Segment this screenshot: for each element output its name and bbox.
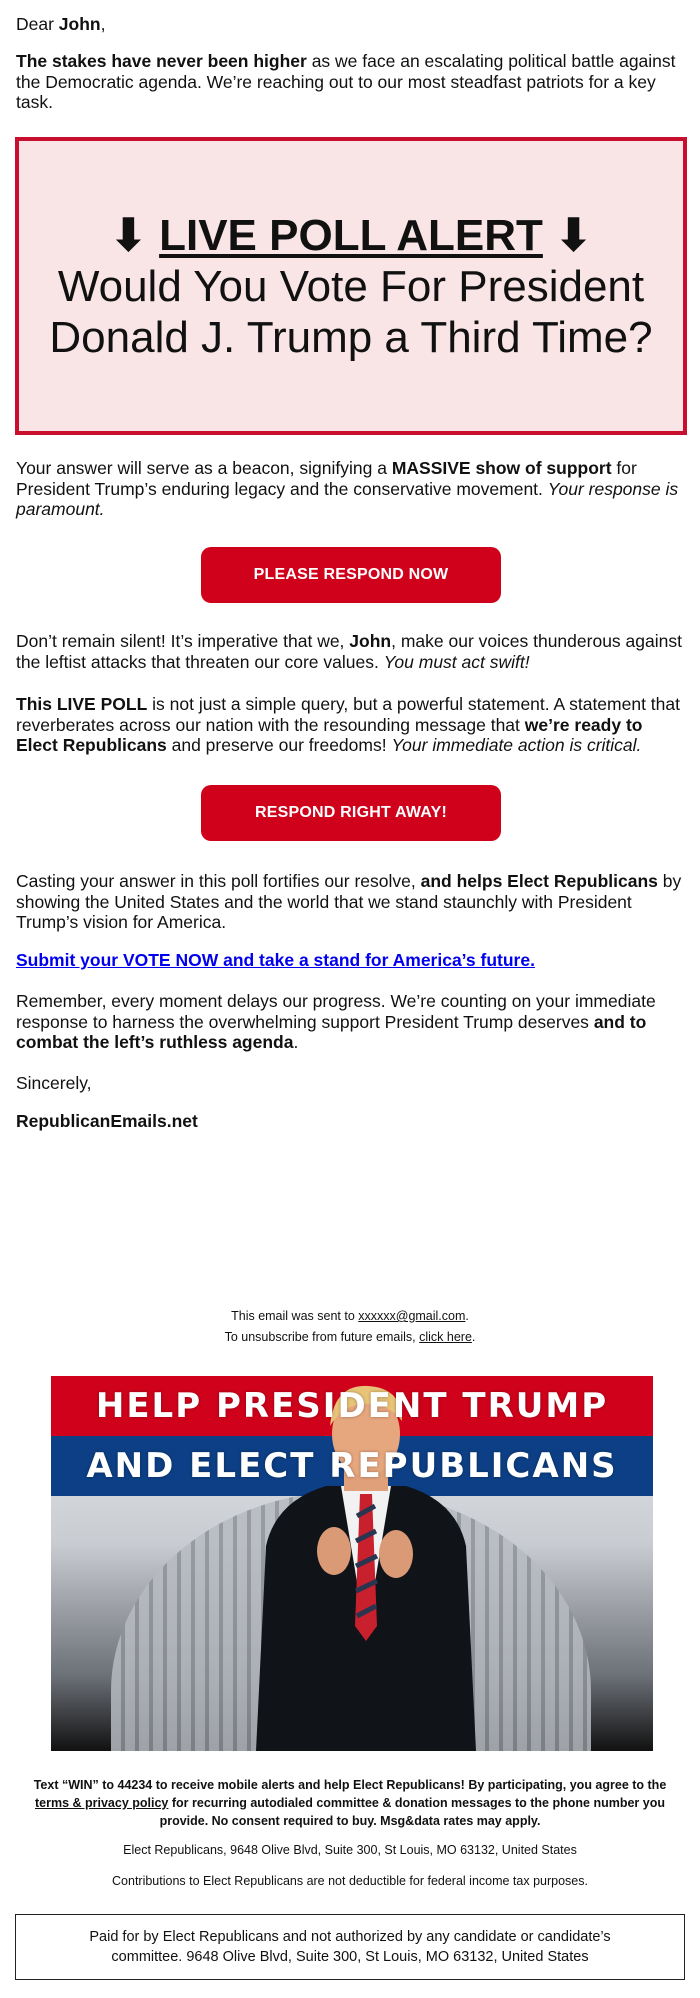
bold-text: we’re ready to Elect Republicans [16,714,643,755]
silent-paragraph [16,631,688,672]
intro-text: as we face an escalating political battle against the Democratic agenda. We’re reaching out to our most steadfast patriots for a key task. [16,51,676,112]
alert-title: LIVE POLL ALERT [159,210,543,260]
remember-paragraph [16,991,688,1053]
bold-text: and helps Elect Republicans [420,871,658,891]
text: , make our voices thunderous against the leftist attacks that threaten our core values. [16,631,682,672]
signoff [16,1073,688,1094]
bold-text: MASSIVE show of support [391,458,612,478]
text: is not just a simple query, but a powerful statement. A statement that reverberates across our nation with the resounding message that [16,694,680,735]
bold-text: John [349,631,392,651]
arrow-down-icon: ⬇ [109,210,147,260]
text: This email was sent to [231,1309,359,1323]
tax-note: Contributions to Elect Republicans are not deductible for federal income tax purposes. [112,1874,588,1888]
text: To unsubscribe from future emails, [224,1330,420,1344]
signoff-text: Sincerely, [16,1073,92,1093]
poll-question-line1: Would You Vote For President [57,261,645,311]
terms-privacy-link[interactable]: terms & privacy policy [34,1796,169,1810]
text: . [465,1309,469,1323]
casting-paragraph [16,871,688,933]
email-footer [0,1306,700,1348]
banner-line1: HELP PRESIDENT TRUMP [95,1386,609,1426]
banner-line2: AND ELECT REPUBLICANS [86,1446,618,1486]
beacon-paragraph [16,458,688,520]
greeting-text: Dear [16,14,59,34]
recipient-email-link[interactable]: xxxxxx@gmail.com [358,1309,466,1323]
signature-text: RepublicanEmails.net [16,1111,198,1131]
text: Don’t remain silent! It’s imperative that we, [16,631,350,651]
text: and preserve our freedoms! [166,735,392,755]
greeting-punct: , [100,14,106,34]
text: Remember, every moment delays our progress. We’re counting on your immediate response to harness the overwhelming support President Trump deserves [16,991,656,1032]
italic-text: You must act swift! [383,651,530,672]
live-poll-paragraph [16,694,688,756]
trump-portrait [256,1376,476,1751]
campaign-banner-image[interactable] [51,1376,653,1751]
please-respond-now-button[interactable]: PLEASE RESPOND NOW [201,547,501,603]
text: Your answer will serve as a beacon, signifying a [16,458,392,478]
text: Text “WIN” to 44234 to receive mobile alerts and help Elect Republicans! By participating, you agree to the [33,1778,667,1792]
intro-bold: The stakes have never been higher [16,51,307,71]
text: for President Trump’s enduring legacy and the conservative movement. [16,458,637,499]
arrow-down-icon: ⬇ [555,210,592,260]
italic-text: Your immediate action is critical. [391,735,642,755]
vote-link-paragraph [16,950,688,971]
alert-heading [110,210,592,261]
respond-right-away-button[interactable]: RESPOND RIGHT AWAY! [201,785,501,841]
poll-question-line2: Donald J. Trump a Third Time? [49,312,653,362]
text: . [293,1032,299,1052]
text: Casting your answer in this poll fortifies our resolve, [16,871,421,891]
italic-text: Your response is paramount. [16,478,679,519]
live-poll-alert-box [15,137,687,435]
submit-vote-link[interactable]: Submit your VOTE NOW and take a stand for America’s future. [16,950,535,970]
text: for recurring autodialed committee & donation messages to the phone number you provide. No consent required to buy. Msg&data rates may apply. [159,1796,665,1828]
paid-for-text: Paid for by Elect Republicans and not authorized by any candidate or candidate’s committee. 9648 Olive Blvd, Suite 300, St Louis, MO 63132, United States [89,1929,611,1965]
text: . [471,1330,476,1344]
bold-text: and to combat the left’s ruthless agenda [16,1011,647,1052]
recipient-name: John [58,14,101,34]
address-line: Elect Republicans, 9648 Olive Blvd, Suite 300, St Louis, MO 63132, United States [123,1843,577,1857]
bold-text: This LIVE POLL [16,694,148,714]
paid-for-disclaimer-box [15,1914,685,1980]
text: by showing the United States and the world that we stand staunchly with President Trump’s vision for America. [16,871,682,932]
greeting [16,14,688,35]
signature [16,1111,688,1132]
unsubscribe-link[interactable]: click here [419,1330,472,1344]
intro-paragraph [16,51,688,113]
sms-disclaimer [16,1776,684,1830]
